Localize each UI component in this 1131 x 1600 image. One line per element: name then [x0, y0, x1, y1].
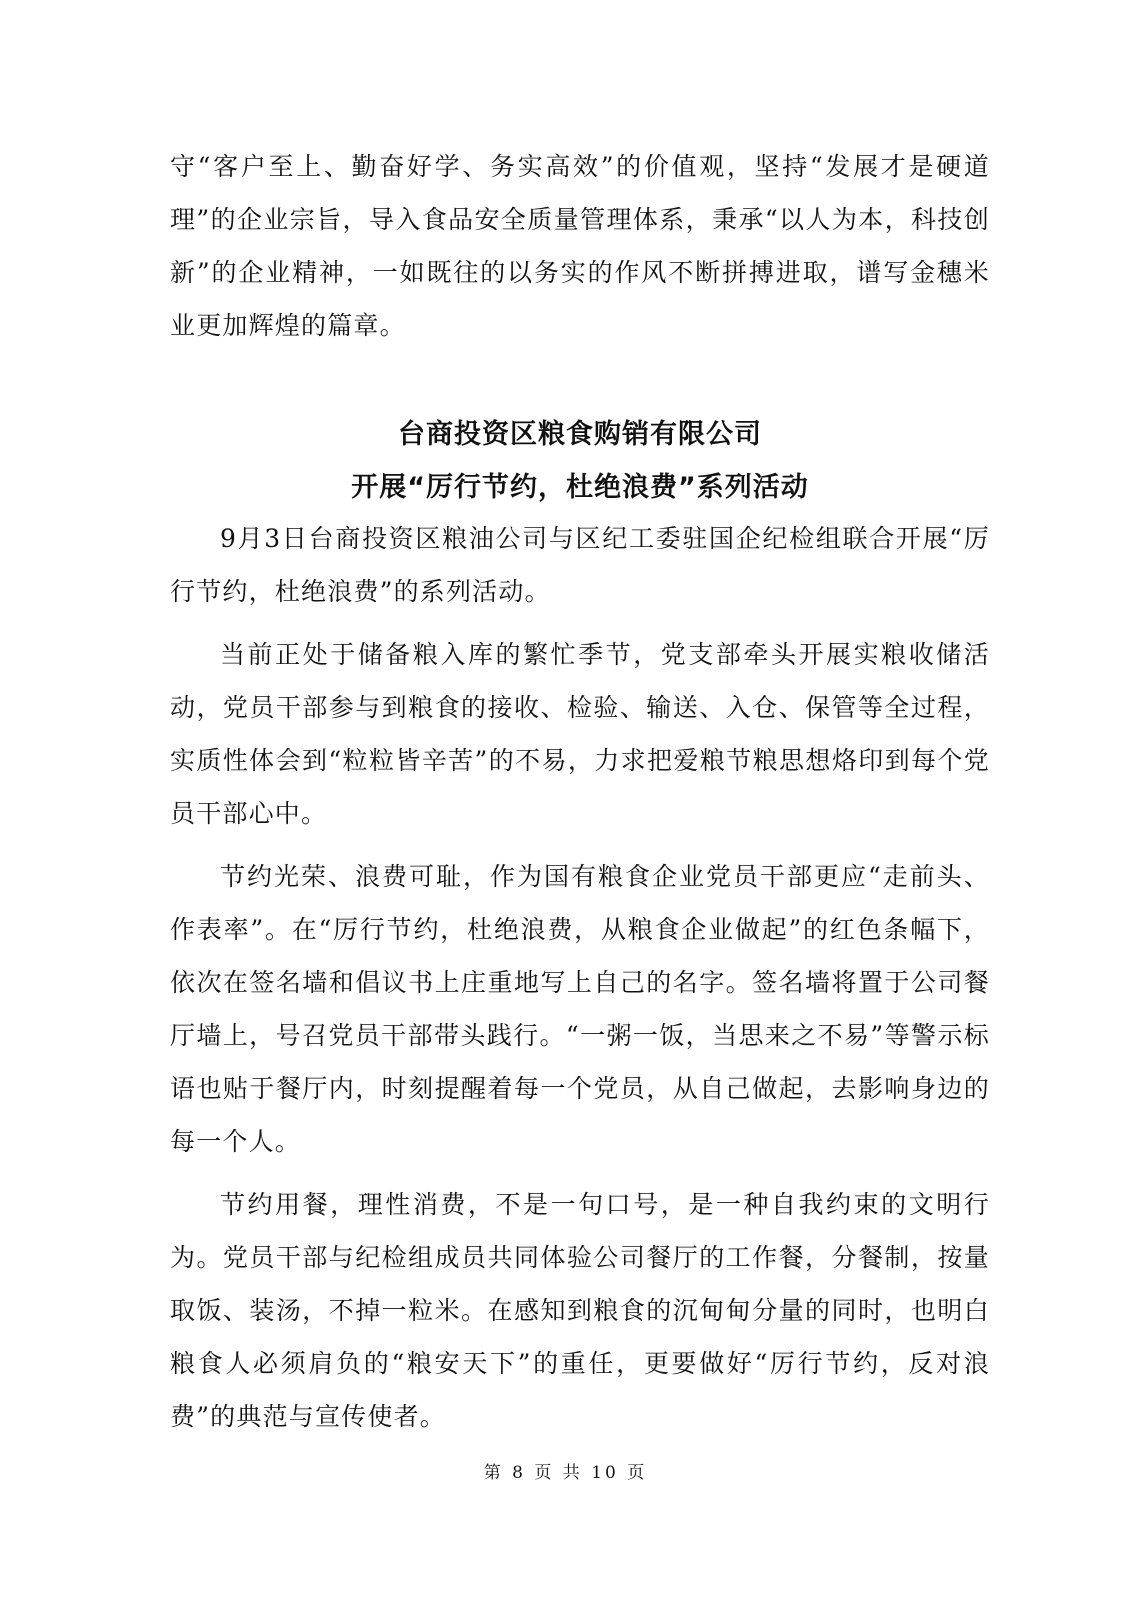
page-number-footer: 第 8 页 共 10 页	[483, 1463, 648, 1483]
article-body	[170, 512, 990, 1453]
article-paragraph: 9月3日台商投资区粮油公司与区纪工委驻国企纪检组联合开展“厉行节约，杜绝浪费”的系列活动。	[170, 524, 990, 606]
article-paragraph: 当前正处于储备粮入库的繁忙季节，党支部牵头开展实粮收储活动，党员干部参与到粮食的接收、检验、输送、入仓、保管等全过程，实质性体会到“粒粒皆辛苦”的不易，力求把爱粮节粮思想烙印到每个党员干部心中。	[170, 640, 990, 828]
article-paragraph: 节约光荣、浪费可耻，作为国有粮食企业党员干部更应“走前头、作表率”。在“厉行节约，杜绝浪费，从粮食企业做起”的红色条幅下，依次在签名墙和倡议书上庄重地写上自己的名字。签名墙将置于公司餐厅墙上，号召党员干部带头践行。“一粥一饭，当思来之不易”等警示标语也贴于餐厅内，时刻提醒着每一个党员，从自己做起，去影响身边的每一个人。	[170, 862, 990, 1156]
article-paragraph: 节约用餐，理性消费，不是一句口号，是一种自我约束的文明行为。党员干部与纪检组成员共同体验公司餐厅的工作餐，分餐制，按量取饭、装汤，不掉一粒米。在感知到粮食的沉甸甸分量的同时，也明白粮食人必须肩负的“粮安天下”的重任，更要做好“厉行节约，反对浪费”的典范与宣传使者。	[170, 1190, 990, 1431]
article-title-line-1: 台商投资区粮食购销有限公司	[398, 419, 762, 450]
article-title-line-2: 开展“厉行节约，杜绝浪费”系列活动	[351, 472, 809, 503]
intro-paragraph: 守“客户至上、勤奋好学、务实高效”的价值观，坚持“发展才是硬道理”的企业宗旨，导入食品安全质量管理体系，秉承“以人为本，科技创新”的企业精神，一如既往的以务实的作风不断拼搏进取，谱写金穗米业更加辉煌的篇章。	[170, 152, 990, 340]
